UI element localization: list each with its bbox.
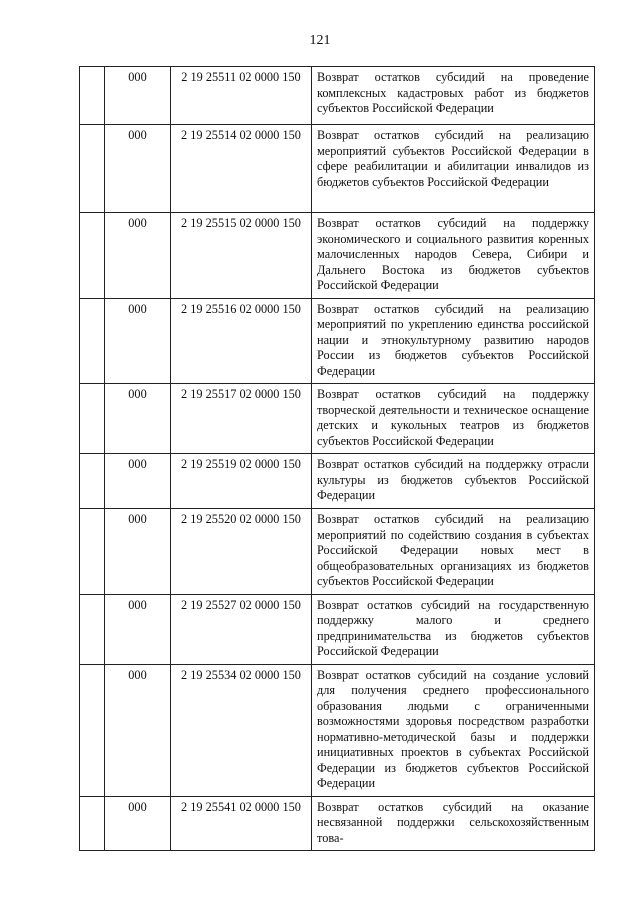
admin-code-cell: 000 bbox=[105, 509, 171, 595]
admin-code-cell: 000 bbox=[105, 796, 171, 851]
description-cell: Возврат остатков субсидий на создание условий для получения среднего профессионального образования людьми с ограниченными возможностями здоровья посредством разработки нормативно-методической базы и поддержки инициативных проектов в субъектах Российской Федерации из бюджетов субъектов Российской Федерации bbox=[312, 664, 595, 796]
empty-cell bbox=[80, 509, 105, 595]
table-row bbox=[80, 298, 595, 384]
table-row bbox=[80, 125, 595, 213]
admin-code-cell: 000 bbox=[105, 67, 171, 125]
classification-code-cell: 2 19 25511 02 0000 150 bbox=[171, 67, 312, 125]
budget-code-table bbox=[79, 66, 595, 851]
classification-code-cell: 2 19 25534 02 0000 150 bbox=[171, 664, 312, 796]
table-row bbox=[80, 509, 595, 595]
empty-cell bbox=[80, 384, 105, 454]
empty-cell bbox=[80, 594, 105, 664]
description-cell: Возврат остатков субсидий на проведение комплексных кадастровых работ из бюджетов субъектов Российской Федерации bbox=[312, 67, 595, 125]
admin-code-cell: 000 bbox=[105, 384, 171, 454]
classification-code-cell: 2 19 25527 02 0000 150 bbox=[171, 594, 312, 664]
classification-code-cell: 2 19 25517 02 0000 150 bbox=[171, 384, 312, 454]
description-cell: Возврат остатков субсидий на реализацию мероприятий субъектов Российской Федерации в сфере реабилитации и абилитации инвалидов из бюджетов субъектов Российской Федерации bbox=[312, 125, 595, 213]
table-row bbox=[80, 67, 595, 125]
table-row bbox=[80, 384, 595, 454]
table-row bbox=[80, 213, 595, 299]
classification-code-cell: 2 19 25515 02 0000 150 bbox=[171, 213, 312, 299]
empty-cell bbox=[80, 796, 105, 851]
description-cell: Возврат остатков субсидий на поддержку творческой деятельности и техническое оснащение детских и кукольных театров из бюджетов субъектов Российской Федерации bbox=[312, 384, 595, 454]
description-cell: Возврат остатков субсидий на оказание несвязанной поддержки сельскохозяйственным това- bbox=[312, 796, 595, 851]
empty-cell bbox=[80, 454, 105, 509]
table-row bbox=[80, 594, 595, 664]
table-row bbox=[80, 796, 595, 851]
description-cell: Возврат остатков субсидий на государственную поддержку малого и среднего предпринимательства из бюджетов субъектов Российской Федерации bbox=[312, 594, 595, 664]
description-cell: Возврат остатков субсидий на реализацию мероприятий по укреплению единства российской нации и этнокультурному развитию народов России из бюджетов субъектов Российской Федерации bbox=[312, 298, 595, 384]
description-cell: Возврат остатков субсидий на поддержку экономического и социального развития коренных малочисленных народов Севера, Сибири и Дальнего Востока из бюджетов субъектов Российской Федерации bbox=[312, 213, 595, 299]
classification-code-cell: 2 19 25520 02 0000 150 bbox=[171, 509, 312, 595]
admin-code-cell: 000 bbox=[105, 594, 171, 664]
admin-code-cell: 000 bbox=[105, 454, 171, 509]
admin-code-cell: 000 bbox=[105, 125, 171, 213]
empty-cell bbox=[80, 664, 105, 796]
description-cell: Возврат остатков субсидий на реализацию мероприятий по содействию создания в субъектах Российской Федерации новых мест в общеобразовательных организациях из бюджетов субъектов Российской Федерации bbox=[312, 509, 595, 595]
classification-code-cell: 2 19 25541 02 0000 150 bbox=[171, 796, 312, 851]
admin-code-cell: 000 bbox=[105, 213, 171, 299]
table-row bbox=[80, 454, 595, 509]
empty-cell bbox=[80, 125, 105, 213]
classification-code-cell: 2 19 25519 02 0000 150 bbox=[171, 454, 312, 509]
classification-code-cell: 2 19 25516 02 0000 150 bbox=[171, 298, 312, 384]
classification-code-cell: 2 19 25514 02 0000 150 bbox=[171, 125, 312, 213]
page-number: 121 bbox=[309, 33, 331, 48]
description-cell: Возврат остатков субсидий на поддержку отрасли культуры из бюджетов субъектов Российской Федерации bbox=[312, 454, 595, 509]
empty-cell bbox=[80, 298, 105, 384]
admin-code-cell: 000 bbox=[105, 298, 171, 384]
admin-code-cell: 000 bbox=[105, 664, 171, 796]
table-row bbox=[80, 664, 595, 796]
empty-cell bbox=[80, 67, 105, 125]
empty-cell bbox=[80, 213, 105, 299]
